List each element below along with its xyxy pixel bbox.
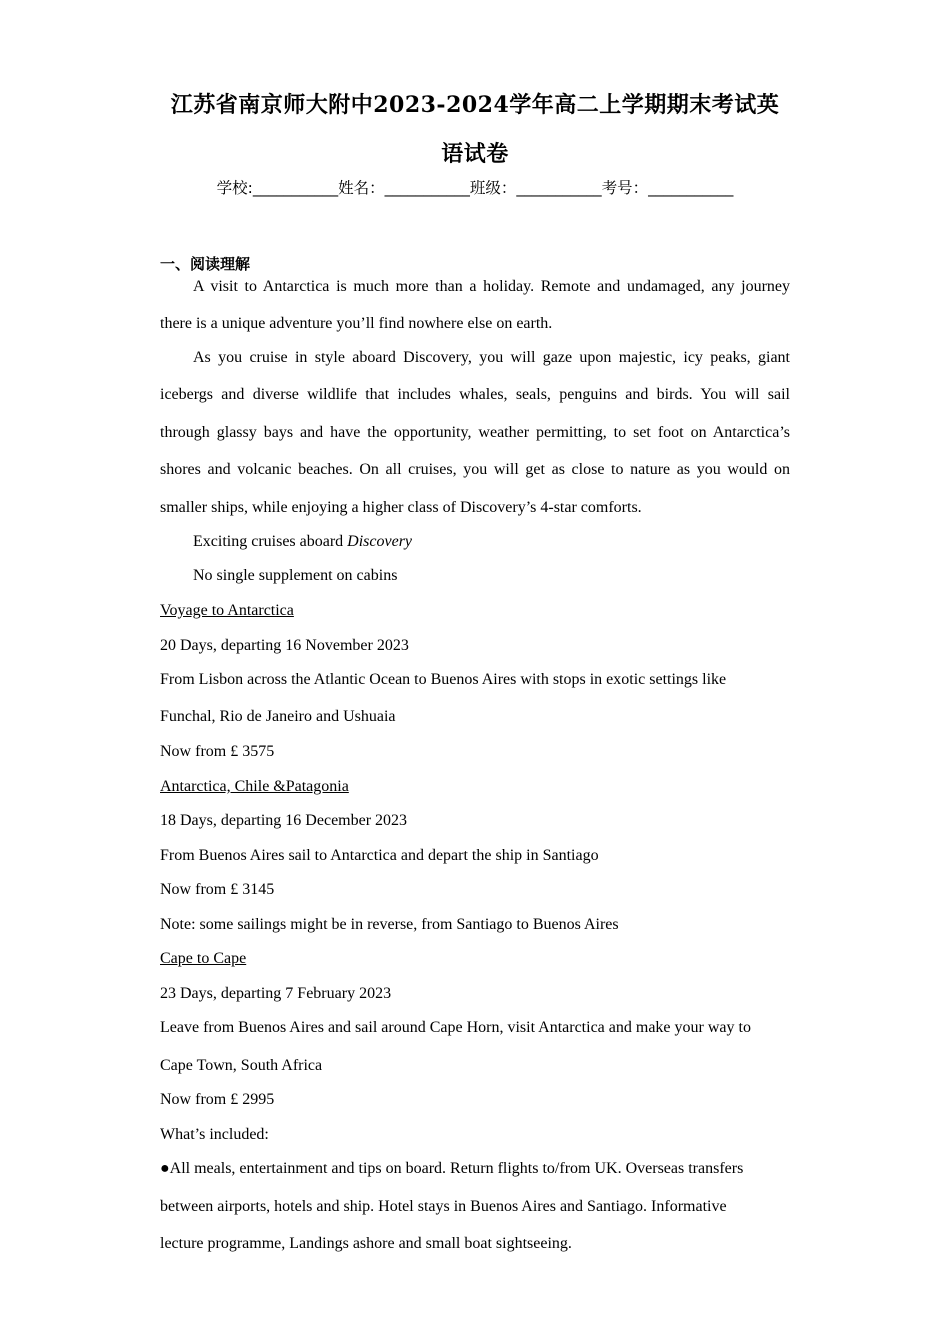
cruise-1-name: Voyage to Antarctica	[160, 602, 294, 619]
ship-name: Discovery	[347, 533, 413, 550]
included-heading: What’s included:	[160, 1126, 269, 1143]
body-line-2: icebergs and diverse wildlife that includes whales, seals, penguins and birds. You will sail	[160, 386, 790, 403]
cruise-1-route-line-1: From Lisbon across the Atlantic Ocean to Buenos Aires with stops in exotic settings like	[160, 671, 727, 688]
exam-title-line-1: 江苏省南京师大附中2023-2024学年高二上学期期末考试英	[170, 92, 780, 118]
exciting-prefix: Exciting cruises aboard	[193, 533, 348, 550]
no-supplement-line: No single supplement on cabins	[193, 567, 398, 584]
cruise-2-price: Now from £ 3145	[160, 881, 275, 898]
included-line-1: ●All meals, entertainment and tips on board. Return flights to/from UK. Overseas transfers	[160, 1160, 744, 1177]
body-line-5: smaller ships, while enjoying a higher class of Discovery’s 4-star comforts.	[160, 499, 642, 516]
cruise-1-price: Now from £ 3575	[160, 743, 275, 760]
intro-line-2: there is a unique adventure you’ll find nowhere else on earth.	[160, 315, 553, 332]
cruise-1-duration: 20 Days, departing 16 November 2023	[160, 637, 409, 654]
cruise-2-name: Antarctica, Chile &Patagonia	[160, 778, 349, 795]
cruise-3-price: Now from £ 2995	[160, 1091, 275, 1108]
intro-line-1: A visit to Antarctica is much more than a holiday. Remote and undamaged, any journey	[193, 278, 790, 295]
cruise-2-note: Note: some sailings might be in reverse, from Santiago to Buenos Aires	[160, 916, 619, 933]
body-line-3: through glassy bays and have the opportunity, weather permitting, to set foot on Antarctica’s	[160, 424, 790, 441]
exam-title-line-2: 语试卷	[441, 141, 509, 167]
body-line-4: shores and volcanic beaches. On all cruises, you will get as close to nature as you would on	[160, 461, 790, 478]
cruise-2-duration: 18 Days, departing 16 December 2023	[160, 812, 408, 829]
included-line-2: between airports, hotels and ship. Hotel stays in Buenos Aires and Santiago. Informative	[160, 1198, 727, 1215]
cruise-3-duration: 23 Days, departing 7 February 2023	[160, 985, 392, 1002]
section-heading: 一、阅读理解	[160, 255, 251, 273]
body-line-1: As you cruise in style aboard Discovery, you will gaze upon majestic, icy peaks, giant	[193, 349, 790, 366]
included-line-3: lecture programme, Landings ashore and small boat sightseeing.	[160, 1235, 572, 1252]
cruise-2-route-line-1: From Buenos Aires sail to Antarctica and depart the ship in Santiago	[160, 847, 599, 864]
student-info-line: 学校:___________姓名：___________班级：___________考号：___________	[216, 179, 734, 197]
cruise-1-route-line-2: Funchal, Rio de Janeiro and Ushuaia	[160, 708, 396, 725]
cruise-3-route-line-1: Leave from Buenos Aires and sail around Cape Horn, visit Antarctica and make your way to	[160, 1019, 751, 1036]
cruise-3-route-line-2: Cape Town, South Africa	[160, 1057, 323, 1074]
exciting-cruises-line	[193, 531, 790, 553]
cruise-3-name: Cape to Cape	[160, 950, 247, 967]
